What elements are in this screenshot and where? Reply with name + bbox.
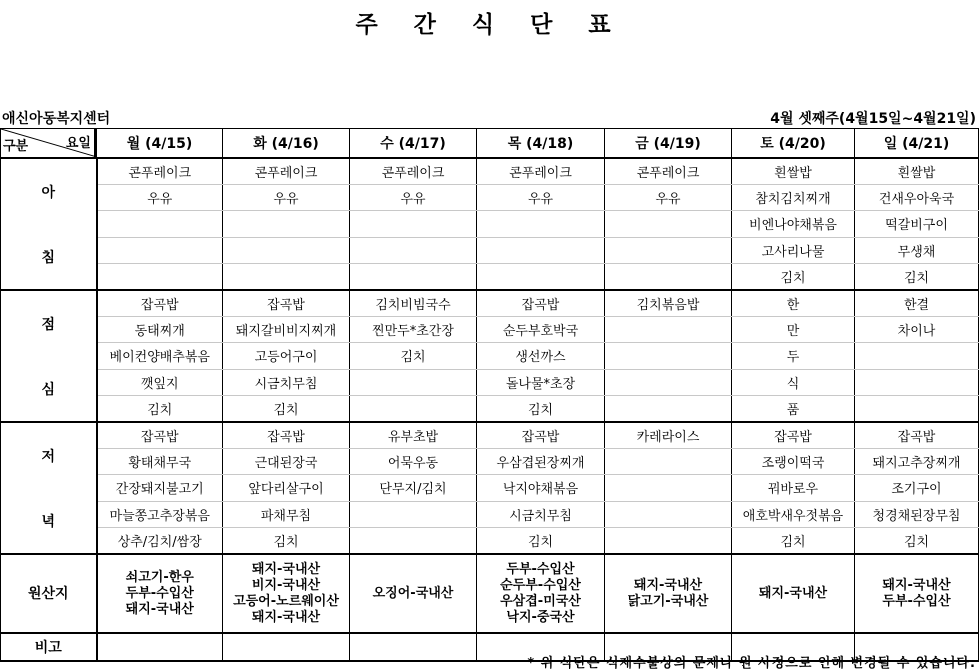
menu-item-cell [855,395,979,422]
menu-item-cell: 흰쌀밥 [855,158,979,185]
menu-item-cell [605,501,732,527]
origin-line: 돼지-국내산 [758,585,828,601]
menu-item-cell: 콘푸레이크 [223,158,350,185]
page-title: 주 간 식 단 표 [355,12,625,38]
menu-item-cell [223,237,350,263]
menu-item-cell: 우유 [350,185,477,211]
menu-item-cell [605,211,732,237]
menu-item-cell: 단무지/김치 [350,475,477,501]
menu-item-cell: 조기구이 [855,475,979,501]
menu-item-cell [605,317,732,343]
menu-item-cell: 유부초밥 [350,422,477,449]
menu-item-cell: 김치 [477,527,605,554]
menu-item-cell: 김치 [855,263,979,290]
menu-item-cell: 콘푸레이크 [605,158,732,185]
menu-item-cell: 고사리나물 [732,237,855,263]
menu-item-cell: 김치 [223,395,350,422]
menu-item-cell: 만 [732,317,855,343]
breakfast-label-top: 아 [41,184,56,201]
breakfast-row [1,185,979,211]
menu-item-cell: 잡곡밥 [477,290,605,317]
menu-item-cell: 청경채된장무침 [855,501,979,527]
menu-item-cell: 시금치무침 [223,369,350,395]
menu-item-cell: 무생채 [855,237,979,263]
dinner-label-bottom: 녁 [41,513,56,530]
gubun-label: 구분 [3,139,29,154]
origin-line: 두부-수입산 [882,593,951,609]
menu-item-cell: 잡곡밥 [732,422,855,449]
menu-item-cell: 콘푸레이크 [97,158,223,185]
menu-item-cell: 우삼겹된장찌개 [477,449,605,475]
menu-item-cell: 찐만두*초간장 [350,317,477,343]
origin-cell [350,554,477,633]
menu-item-cell [605,527,732,554]
origin-line: 닭고기-국내산 [627,593,709,609]
menu-item-cell: 생선까스 [477,343,605,369]
origin-line: 두부-수입산 [125,585,194,601]
lunch-label [1,290,97,422]
menu-item-cell [223,211,350,237]
origin-cell [605,554,732,633]
menu-item-cell: 잡곡밥 [97,290,223,317]
menu-item-cell: 콘푸레이크 [477,158,605,185]
menu-item-cell: 앞다리살구이 [223,475,350,501]
week-range: 4월 셋째주(4월15일~4월21일) [770,111,976,127]
lunch-row [1,343,979,369]
menu-item-cell [605,395,732,422]
dinner-row [1,501,979,527]
origin-line: 돼지-국내산 [125,601,194,617]
menu-item-cell: 마늘쫑고추장볶음 [97,501,223,527]
dinner-label [1,422,97,554]
menu-item-cell [97,211,223,237]
origin-line: 우삼겹-미국산 [500,593,581,609]
menu-item-cell: 김치 [97,395,223,422]
menu-item-cell: 근대된장국 [223,449,350,475]
menu-item-cell: 간장돼지불고기 [97,475,223,501]
menu-item-cell: 김치볶음밥 [605,290,732,317]
menu-item-cell: 우유 [605,185,732,211]
menu-item-cell: 순두부호박국 [477,317,605,343]
menu-item-cell: 품 [732,395,855,422]
menu-item-cell: 잡곡밥 [855,422,979,449]
menu-item-cell: 파채무침 [223,501,350,527]
menu-item-cell: 김치 [855,527,979,554]
origin-line: 비지-국내산 [251,577,321,593]
menu-item-cell: 잡곡밥 [223,290,350,317]
menu-item-cell: 어묵우동 [350,449,477,475]
menu-item-cell: 건새우아욱국 [855,185,979,211]
origin-cell [855,554,979,633]
menu-item-cell [477,211,605,237]
origin-line: 돼지-국내산 [633,577,703,593]
origin-cell [732,554,855,633]
menu-item-cell [350,369,477,395]
corner-cell [1,129,97,159]
menu-item-cell: 카레라이스 [605,422,732,449]
menu-item-cell: 참치김치찌개 [732,185,855,211]
day-header-sat: 토 (4/20) [732,129,855,159]
menu-item-cell: 한 [732,290,855,317]
remark-label: 비고 [1,633,97,661]
menu-item-cell [223,263,350,290]
origin-cell [477,554,605,633]
origin-line: 돼지-국내산 [251,561,321,577]
menu-item-cell: 동태찌개 [97,317,223,343]
menu-item-cell: 김치 [732,263,855,290]
lunch-row [1,290,979,317]
menu-item-cell: 우유 [477,185,605,211]
origin-line: 두부-수입산 [506,561,575,577]
menu-item-cell: 두 [732,343,855,369]
remark-cell [97,633,223,661]
menu-item-cell [605,237,732,263]
menu-item-cell: 김치 [223,527,350,554]
lunch-label-top: 점 [41,316,56,333]
lunch-row [1,369,979,395]
menu-item-cell: 우유 [223,185,350,211]
breakfast-row [1,158,979,185]
menu-item-cell [97,263,223,290]
menu-item-cell: 한결 [855,290,979,317]
origin-line: 돼지-국내산 [882,577,951,593]
menu-item-cell [605,369,732,395]
lunch-row [1,395,979,422]
menu-item-cell [605,449,732,475]
breakfast-row [1,237,979,263]
origin-row [1,554,979,633]
menu-item-cell [350,527,477,554]
menu-item-cell: 비엔나야채볶음 [732,211,855,237]
organization-name: 애신아동복지센터 [2,111,111,127]
menu-item-cell: 시금치무침 [477,501,605,527]
menu-item-cell: 식 [732,369,855,395]
menu-item-cell [605,475,732,501]
remark-cell [223,633,350,661]
menu-item-cell: 김치비빔국수 [350,290,477,317]
menu-item-cell [350,501,477,527]
menu-table [0,128,979,662]
footnote: * 위 식단은 식재수불상의 문제나 원 사정으로 인해 변경될 수 있습니다. [527,656,976,671]
menu-item-cell: 콘푸레이크 [350,158,477,185]
day-header-wed: 수 (4/17) [350,129,477,159]
day-header-sun: 일 (4/21) [855,129,979,159]
menu-item-cell: 김치 [477,395,605,422]
dinner-row [1,449,979,475]
dinner-row [1,527,979,554]
origin-cell [223,554,350,633]
menu-item-cell: 김치 [350,343,477,369]
dinner-row [1,475,979,501]
origin-line: 낙지-중국산 [506,609,575,625]
yoil-label: 요일 [65,136,91,151]
remark-cell [350,633,477,661]
menu-item-cell: 돌나물*초장 [477,369,605,395]
day-header-thu: 목 (4/18) [477,129,605,159]
menu-item-cell: 황태채무국 [97,449,223,475]
menu-item-cell: 잡곡밥 [223,422,350,449]
menu-item-cell: 잡곡밥 [97,422,223,449]
menu-item-cell [350,263,477,290]
menu-item-cell: 상추/김치/쌈장 [97,527,223,554]
dinner-label-top: 저 [41,448,56,465]
dinner-row [1,422,979,449]
menu-item-cell: 돼지고추장찌개 [855,449,979,475]
day-header-tue: 화 (4/16) [223,129,350,159]
menu-item-cell: 조랭이떡국 [732,449,855,475]
menu-item-cell [350,211,477,237]
origin-line: 순두부-수입산 [500,577,581,593]
menu-item-cell: 우유 [97,185,223,211]
menu-item-cell [855,343,979,369]
lunch-row [1,317,979,343]
menu-item-cell [350,237,477,263]
menu-item-cell [350,395,477,422]
menu-item-cell: 낙지야채볶음 [477,475,605,501]
header-row [1,129,979,159]
day-header-fri: 금 (4/19) [605,129,732,159]
menu-item-cell: 꿔바로우 [732,475,855,501]
breakfast-row [1,263,979,290]
origin-line: 오징어-국내산 [372,585,454,601]
origin-line: 고등어-노르웨이산 [233,593,339,609]
breakfast-label [1,158,97,290]
origin-line: 돼지-국내산 [251,609,321,625]
day-header-mon: 월 (4/15) [97,129,223,159]
menu-item-cell: 김치 [732,527,855,554]
breakfast-label-bottom: 침 [41,249,56,266]
origin-cell [97,554,223,633]
menu-item-cell: 고등어구이 [223,343,350,369]
menu-item-cell: 돼지갈비비지찌개 [223,317,350,343]
lunch-label-bottom: 심 [41,381,56,398]
menu-item-cell [477,263,605,290]
menu-item-cell [605,343,732,369]
menu-item-cell: 떡갈비구이 [855,211,979,237]
menu-item-cell [855,369,979,395]
menu-item-cell: 잡곡밥 [477,422,605,449]
origin-line: 쇠고기-한우 [125,569,194,585]
menu-item-cell: 차이나 [855,317,979,343]
menu-item-cell [97,237,223,263]
menu-item-cell [477,237,605,263]
breakfast-row [1,211,979,237]
menu-item-cell [605,263,732,290]
menu-item-cell: 베이컨양배추볶음 [97,343,223,369]
origin-label: 원산지 [1,554,97,633]
menu-item-cell: 깻잎지 [97,369,223,395]
menu-item-cell: 애호박새우젓볶음 [732,501,855,527]
menu-item-cell: 흰쌀밥 [732,158,855,185]
